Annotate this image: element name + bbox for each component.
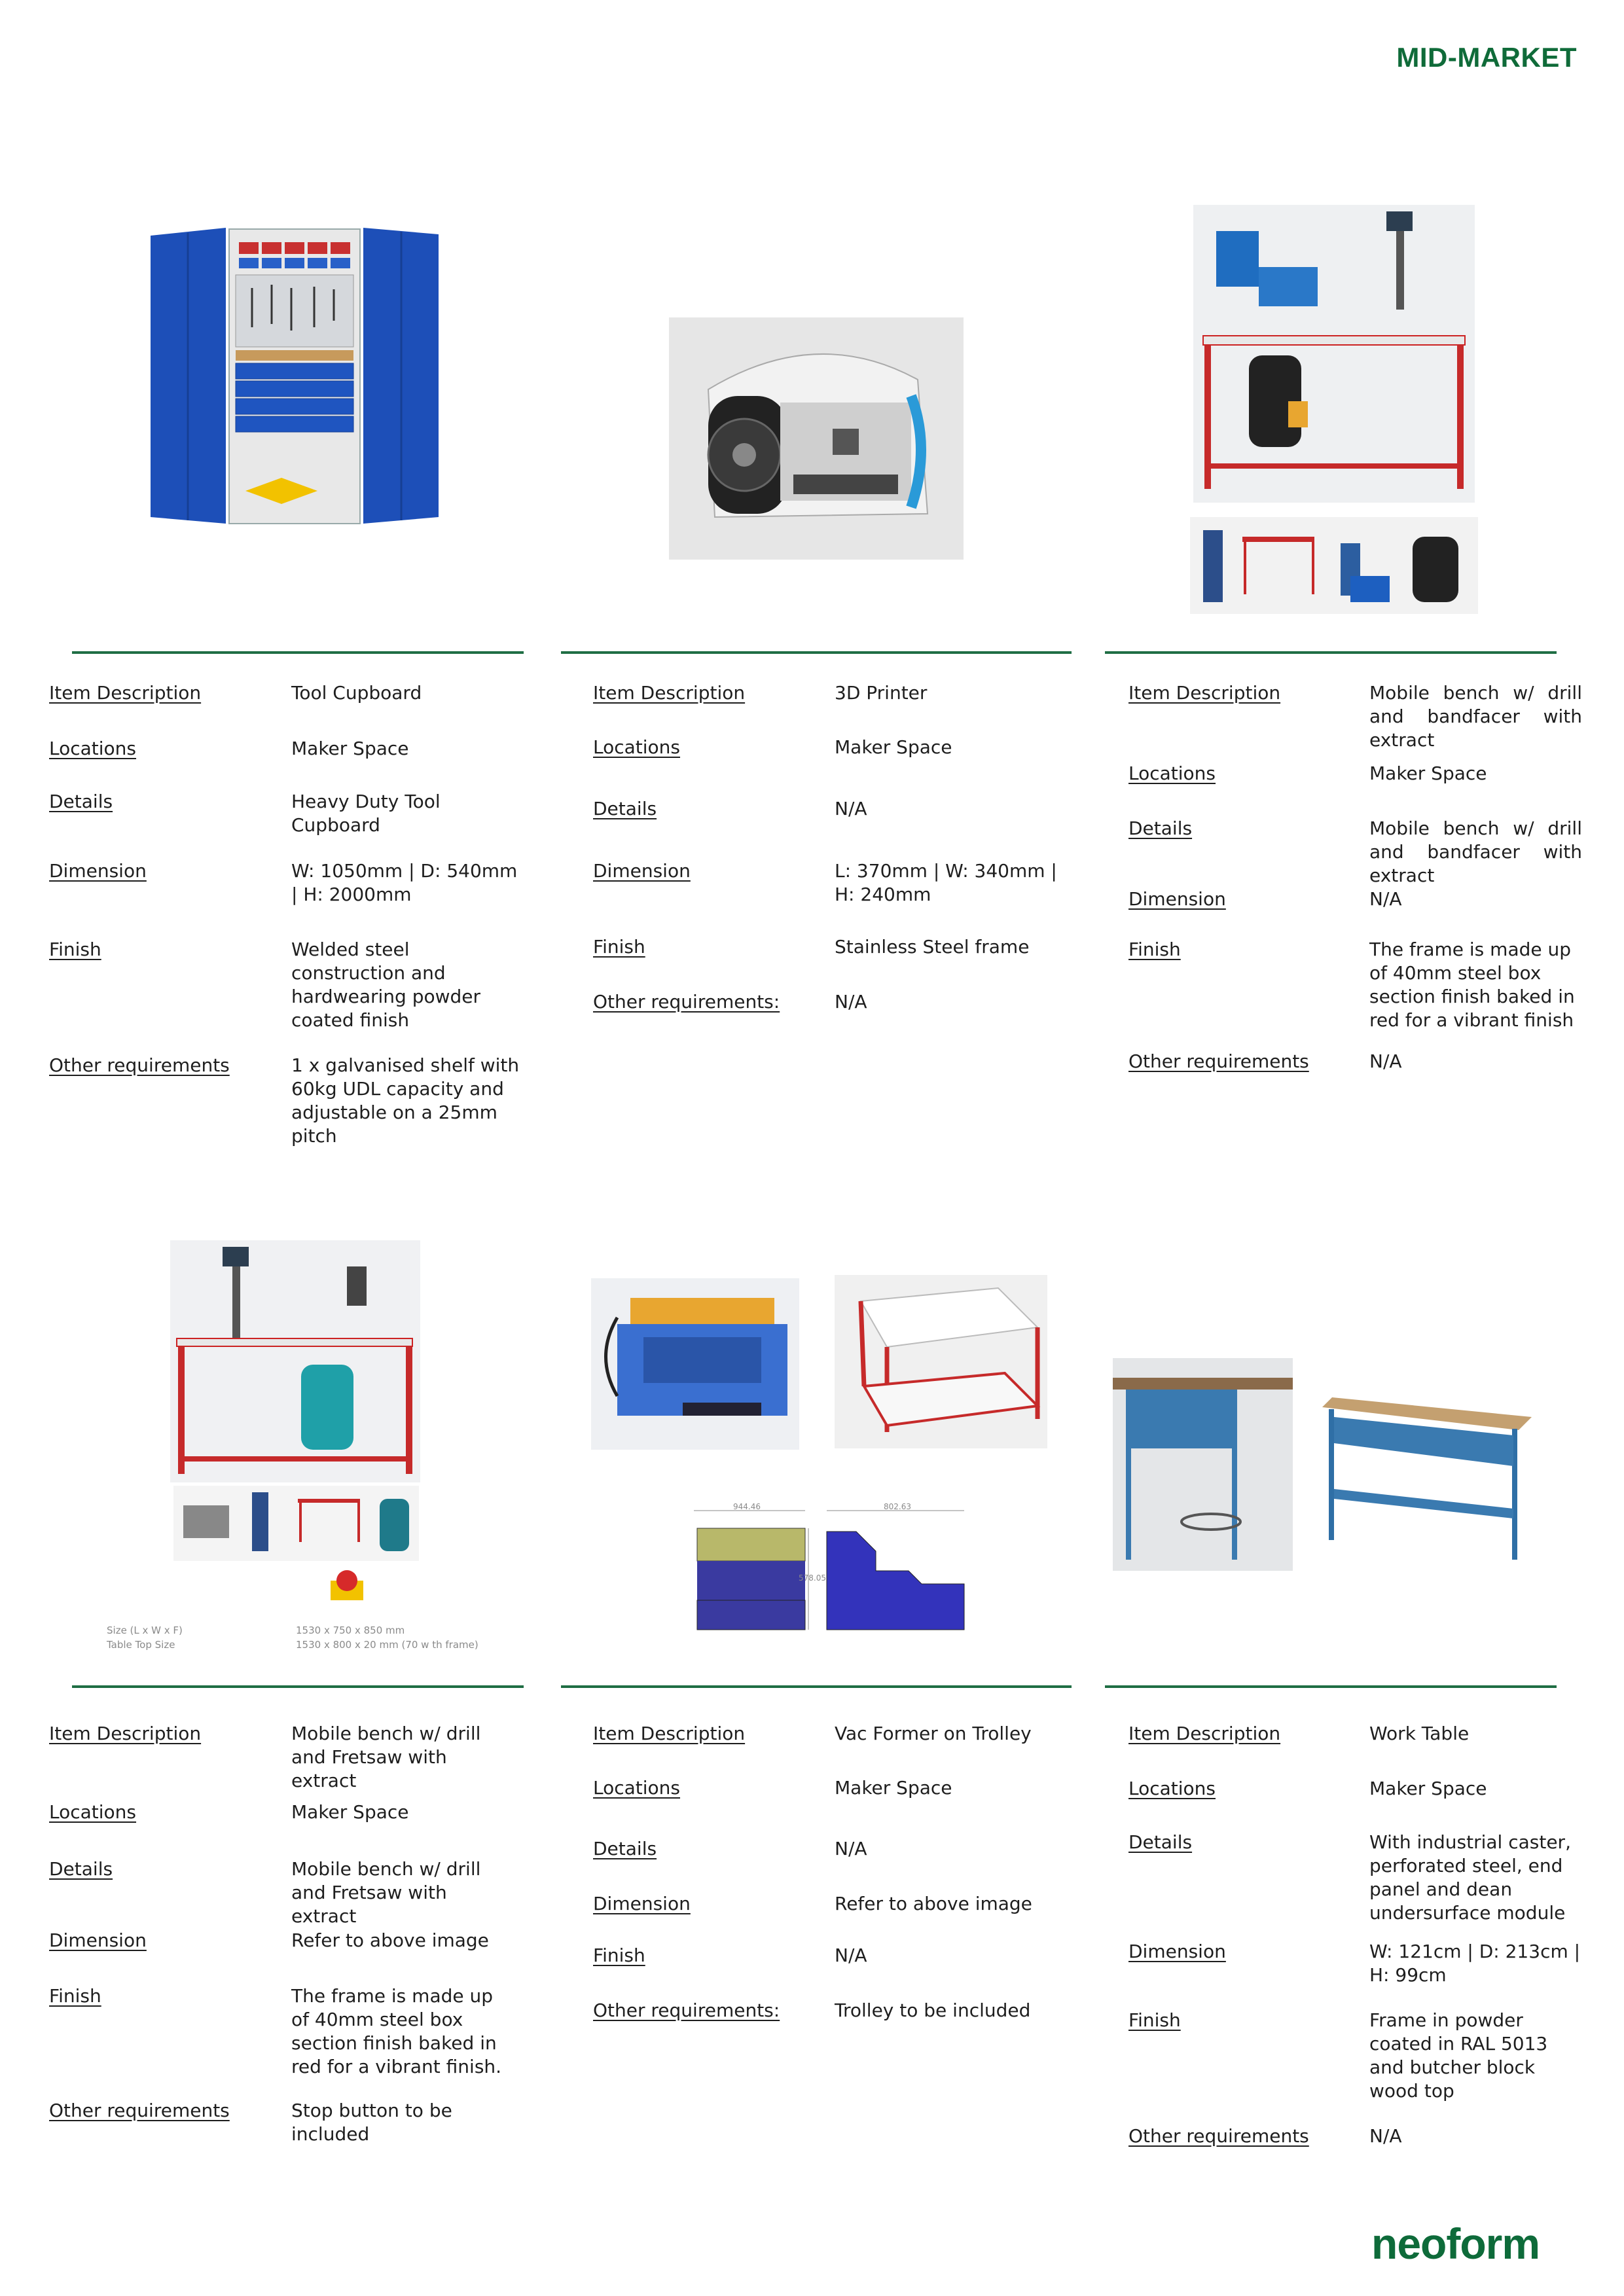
- dimension-label: Dimension: [593, 860, 691, 882]
- item-description-value: 3D Printer: [835, 682, 928, 704]
- other-requirements-value: N/A: [1369, 2125, 1402, 2147]
- locations-label: Locations: [1128, 1778, 1216, 1799]
- size-label-caption: Size (L x W x F): [107, 1624, 183, 1636]
- section-divider: [1105, 1685, 1557, 1688]
- bench-fretsaw-image: [170, 1240, 420, 1482]
- item-description-label: Item Description: [1128, 682, 1281, 704]
- bench-bandfacer-components-image: [1190, 517, 1478, 614]
- finish-value: The frame is made up of 40mm steel box section finish baked in red for a vibrant finish: [1369, 939, 1575, 1031]
- section-divider: [561, 1685, 1072, 1688]
- other-requirements-value: 1 x galvanised shelf with 60kg UDL capacity and adjustable on a 25mm pitch: [291, 1054, 520, 1147]
- dimension-label: Dimension: [49, 1929, 147, 1951]
- details-value: Mobile bench w/ drill and Fretsaw with extract: [291, 1858, 481, 1927]
- bench-fretsaw-components-image: [173, 1486, 419, 1561]
- stop-button-image: [327, 1568, 367, 1604]
- finish-label: Finish: [1128, 939, 1181, 960]
- locations-label: Locations: [49, 738, 137, 759]
- finish-value: The frame is made up of 40mm steel box section finish baked in red for a vibrant finish.: [291, 1985, 502, 2077]
- dimension-label: Dimension: [49, 860, 147, 882]
- section-divider: [561, 651, 1072, 654]
- locations-label: Locations: [593, 736, 681, 758]
- details-value: Heavy Duty Tool Cupboard: [291, 791, 441, 836]
- size-value-caption: 1530 x 750 x 850 mm: [296, 1624, 405, 1636]
- locations-value: Maker Space: [1369, 762, 1487, 784]
- dimension-value: W: 121cm | D: 213cm | H: 99cm: [1369, 1941, 1581, 1986]
- dimension-value: Refer to above image: [835, 1893, 1032, 1914]
- other-requirements-value: N/A: [1369, 1050, 1402, 1072]
- table-top-label-caption: Table Top Size: [107, 1639, 175, 1651]
- dimension-value: W: 1050mm | D: 540mm | H: 2000mm: [291, 860, 518, 905]
- locations-label: Locations: [593, 1777, 681, 1799]
- details-label: Details: [1128, 817, 1193, 839]
- other-requirements-value: Stop button to be included: [291, 2100, 452, 2145]
- locations-value: Maker Space: [835, 1777, 952, 1799]
- finish-value: Stainless Steel frame: [835, 936, 1030, 958]
- locations-value: Maker Space: [835, 736, 952, 758]
- finish-label: Finish: [593, 936, 645, 958]
- item-description-value: Work Table: [1369, 1723, 1470, 1744]
- work-table-image: [1113, 1358, 1555, 1571]
- other-requirements-value: N/A: [835, 991, 867, 1013]
- 3d-printer-image: [669, 317, 964, 560]
- other-requirements-label: Other requirements:: [593, 2000, 780, 2021]
- finish-value: N/A: [835, 1945, 867, 1966]
- details-value: Mobile bench w/ drill and bandfacer with extract: [1369, 817, 1582, 886]
- finish-label: Finish: [1128, 2009, 1181, 2031]
- dimension-b-caption: 802.63: [884, 1502, 911, 1511]
- item-description-label: Item Description: [593, 682, 746, 704]
- details-label: Details: [593, 1838, 657, 1859]
- finish-label: Finish: [49, 1985, 101, 2007]
- vac-former-drawing-side: [823, 1505, 967, 1633]
- details-label: Details: [593, 798, 657, 819]
- item-description-value: Tool Cupboard: [291, 682, 422, 704]
- other-requirements-value: Trolley to be included: [835, 2000, 1031, 2021]
- other-requirements-label: Other requirements: [49, 2100, 230, 2121]
- other-requirements-label: Other requirements: [1128, 1050, 1309, 1072]
- dimension-a-caption: 944.46: [733, 1502, 761, 1511]
- dimension-c-caption: 578.05: [799, 1573, 826, 1583]
- locations-value: Maker Space: [291, 738, 409, 759]
- item-description-label: Item Description: [593, 1723, 746, 1744]
- item-description-label: Item Description: [49, 1723, 202, 1744]
- finish-label: Finish: [593, 1945, 645, 1966]
- details-label: Details: [1128, 1831, 1193, 1853]
- details-label: Details: [49, 791, 113, 812]
- company-logo: neoform: [1371, 2219, 1540, 2268]
- section-divider: [1105, 651, 1557, 654]
- bench-bandfacer-image: [1190, 205, 1478, 503]
- dimension-label: Dimension: [1128, 1941, 1226, 1962]
- other-requirements-label: Other requirements: [49, 1054, 230, 1076]
- locations-label: Locations: [49, 1801, 137, 1823]
- tool-cupboard-image: [147, 216, 442, 530]
- locations-value: Maker Space: [1369, 1778, 1487, 1799]
- vac-former-drawing-front: [687, 1505, 812, 1633]
- item-description-value: Vac Former on Trolley: [835, 1723, 1032, 1744]
- finish-value: Welded steel construction and hardwearing powder coated finish: [291, 939, 481, 1031]
- page-tag: MID-MARKET: [1396, 42, 1577, 73]
- item-description-label: Item Description: [1128, 1723, 1281, 1744]
- locations-label: Locations: [1128, 762, 1216, 784]
- item-description-value: Mobile bench w/ drill and bandfacer with extract: [1369, 682, 1582, 751]
- section-divider: [72, 651, 524, 654]
- item-description-label: Item Description: [49, 682, 202, 704]
- dimension-value: N/A: [1369, 888, 1402, 910]
- details-value: With industrial caster, perforated steel, end panel and dean undersurface module: [1369, 1831, 1571, 1924]
- item-description-value: Mobile bench w/ drill and Fretsaw with extract: [291, 1723, 481, 1791]
- dimension-value: Refer to above image: [291, 1929, 489, 1951]
- details-value: N/A: [835, 1838, 867, 1859]
- table-top-value-caption: 1530 x 800 x 20 mm (70 w th frame): [296, 1639, 478, 1651]
- details-label: Details: [49, 1858, 113, 1880]
- section-divider: [72, 1685, 524, 1688]
- dimension-label: Dimension: [1128, 888, 1226, 910]
- trolley-image: [835, 1275, 1047, 1448]
- details-value: N/A: [835, 798, 867, 819]
- locations-value: Maker Space: [291, 1801, 409, 1823]
- vac-former-image: [591, 1278, 799, 1450]
- dimension-label: Dimension: [593, 1893, 691, 1914]
- dimension-value: L: 370mm | W: 340mm | H: 240mm: [835, 860, 1057, 905]
- finish-value: Frame in powder coated in RAL 5013 and butcher block wood top: [1369, 2009, 1548, 2102]
- other-requirements-label: Other requirements:: [593, 991, 780, 1013]
- other-requirements-label: Other requirements: [1128, 2125, 1309, 2147]
- finish-label: Finish: [49, 939, 101, 960]
